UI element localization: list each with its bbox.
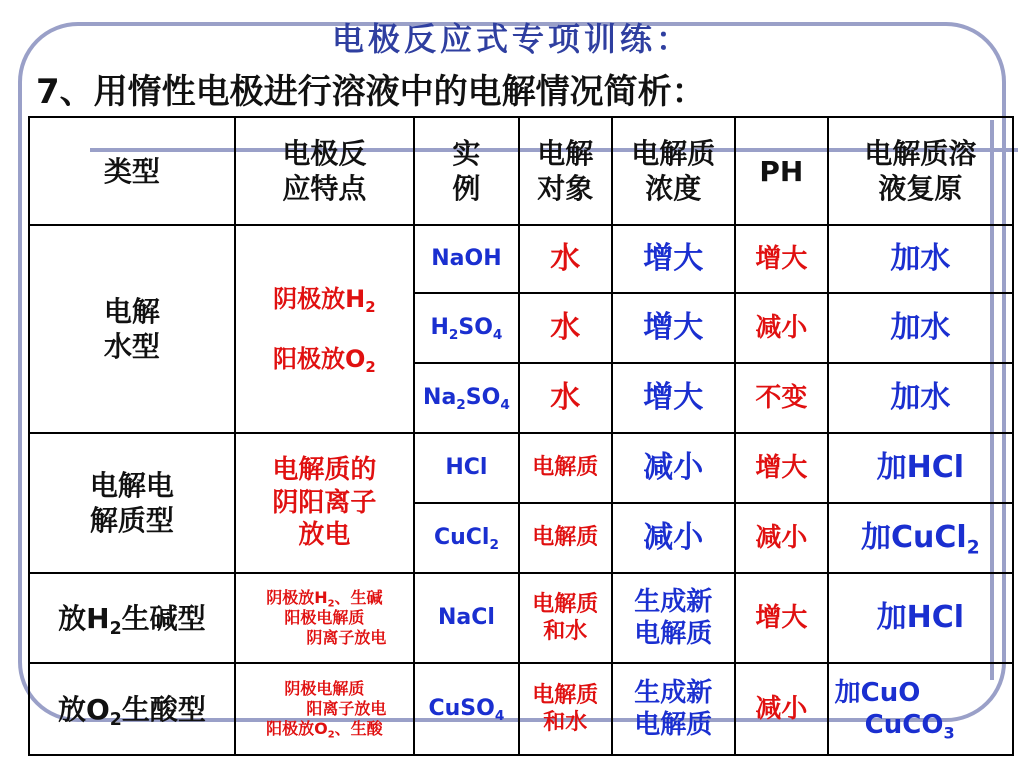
- concentration-value: 减小: [612, 503, 736, 573]
- concentration-value: 增大: [612, 363, 736, 433]
- object-electrolyte: 电解质: [519, 433, 612, 503]
- example-cuso4: CuSO$_4$: [414, 663, 519, 755]
- example-h2so4: $H_2SO_4$: [414, 293, 519, 363]
- restore-value: 加水: [828, 363, 1013, 433]
- ph-value: 减小: [735, 293, 828, 363]
- example-nacl: NaCl: [414, 573, 519, 663]
- category-o2-acid: 放$O_2$生酸型: [29, 663, 235, 755]
- concentration-value: 生成新 电解质: [612, 573, 736, 663]
- restore-value: 加水: [828, 293, 1013, 363]
- header-object: 电解 对象: [519, 117, 612, 225]
- ph-value: 减小: [735, 663, 828, 755]
- electrolysis-table: [28, 116, 1014, 756]
- table-row: [29, 225, 1013, 293]
- object-water: 水: [519, 293, 612, 363]
- concentration-value: 增大: [612, 293, 736, 363]
- ph-value: 减小: [735, 503, 828, 573]
- header-feature: 电极反 应特点: [235, 117, 414, 225]
- concentration-value: 生成新 电解质: [612, 663, 736, 755]
- table-row: [29, 573, 1013, 663]
- example-na2so4: $Na_2SO_4$: [414, 363, 519, 433]
- slide-title: 电极反应式专项训练：: [331, 20, 692, 58]
- ph-value: 增大: [735, 433, 828, 503]
- category-water: 电解 水型: [29, 225, 235, 433]
- restore-value: 加水: [828, 225, 1013, 293]
- header-row: [29, 117, 1013, 225]
- ph-value: 增大: [735, 573, 828, 663]
- object-electrolyte-water: 电解质 和水: [519, 573, 612, 663]
- feature-electrolyte: 电解质的 阴阳离子 放电: [235, 433, 414, 573]
- example-hcl: HCl: [414, 433, 519, 503]
- object-water: 水: [519, 363, 612, 433]
- example-cucl2: CuCl$_2$: [414, 503, 519, 573]
- header-example: 实 例: [414, 117, 519, 225]
- ph-value: 不变: [735, 363, 828, 433]
- object-water: 水: [519, 225, 612, 293]
- table-row: [29, 663, 1013, 755]
- table-row: [29, 433, 1013, 503]
- restore-value: 加HCl: [828, 573, 1013, 663]
- slide-subtitle: 7、用惰性电极进行溶液中的电解情况简析：: [36, 72, 706, 112]
- ph-value: 增大: [735, 225, 828, 293]
- concentration-value: 减小: [612, 433, 736, 503]
- concentration-value: 增大: [612, 225, 736, 293]
- category-electrolyte: 电解电 解质型: [29, 433, 235, 573]
- restore-value: 加CuCl$_2$: [828, 503, 1013, 573]
- restore-value: 加CuO CuCO$_3$: [828, 663, 1013, 755]
- object-electrolyte-water: 电解质 和水: [519, 663, 612, 755]
- header-ph: PH: [735, 117, 828, 225]
- example-naoh: NaOH: [414, 225, 519, 293]
- object-electrolyte: 电解质: [519, 503, 612, 573]
- restore-value: 加HCl: [828, 433, 1013, 503]
- feature-h2-base: 阴极放$H_2$、生碱 阳极电解质 阴离子放电: [235, 573, 414, 663]
- header-type: 类型: [29, 117, 235, 225]
- category-h2-base: 放$H_2$生碱型: [29, 573, 235, 663]
- header-restore: 电解质溶 液复原: [828, 117, 1013, 225]
- feature-o2-acid: 阴极电解质 阳离子放电 阳极放$O_2$、生酸: [235, 663, 414, 755]
- feature-water: 阴极放$H_2$ 阳极放$O_2$: [235, 225, 414, 433]
- header-concentration: 电解质 浓度: [612, 117, 736, 225]
